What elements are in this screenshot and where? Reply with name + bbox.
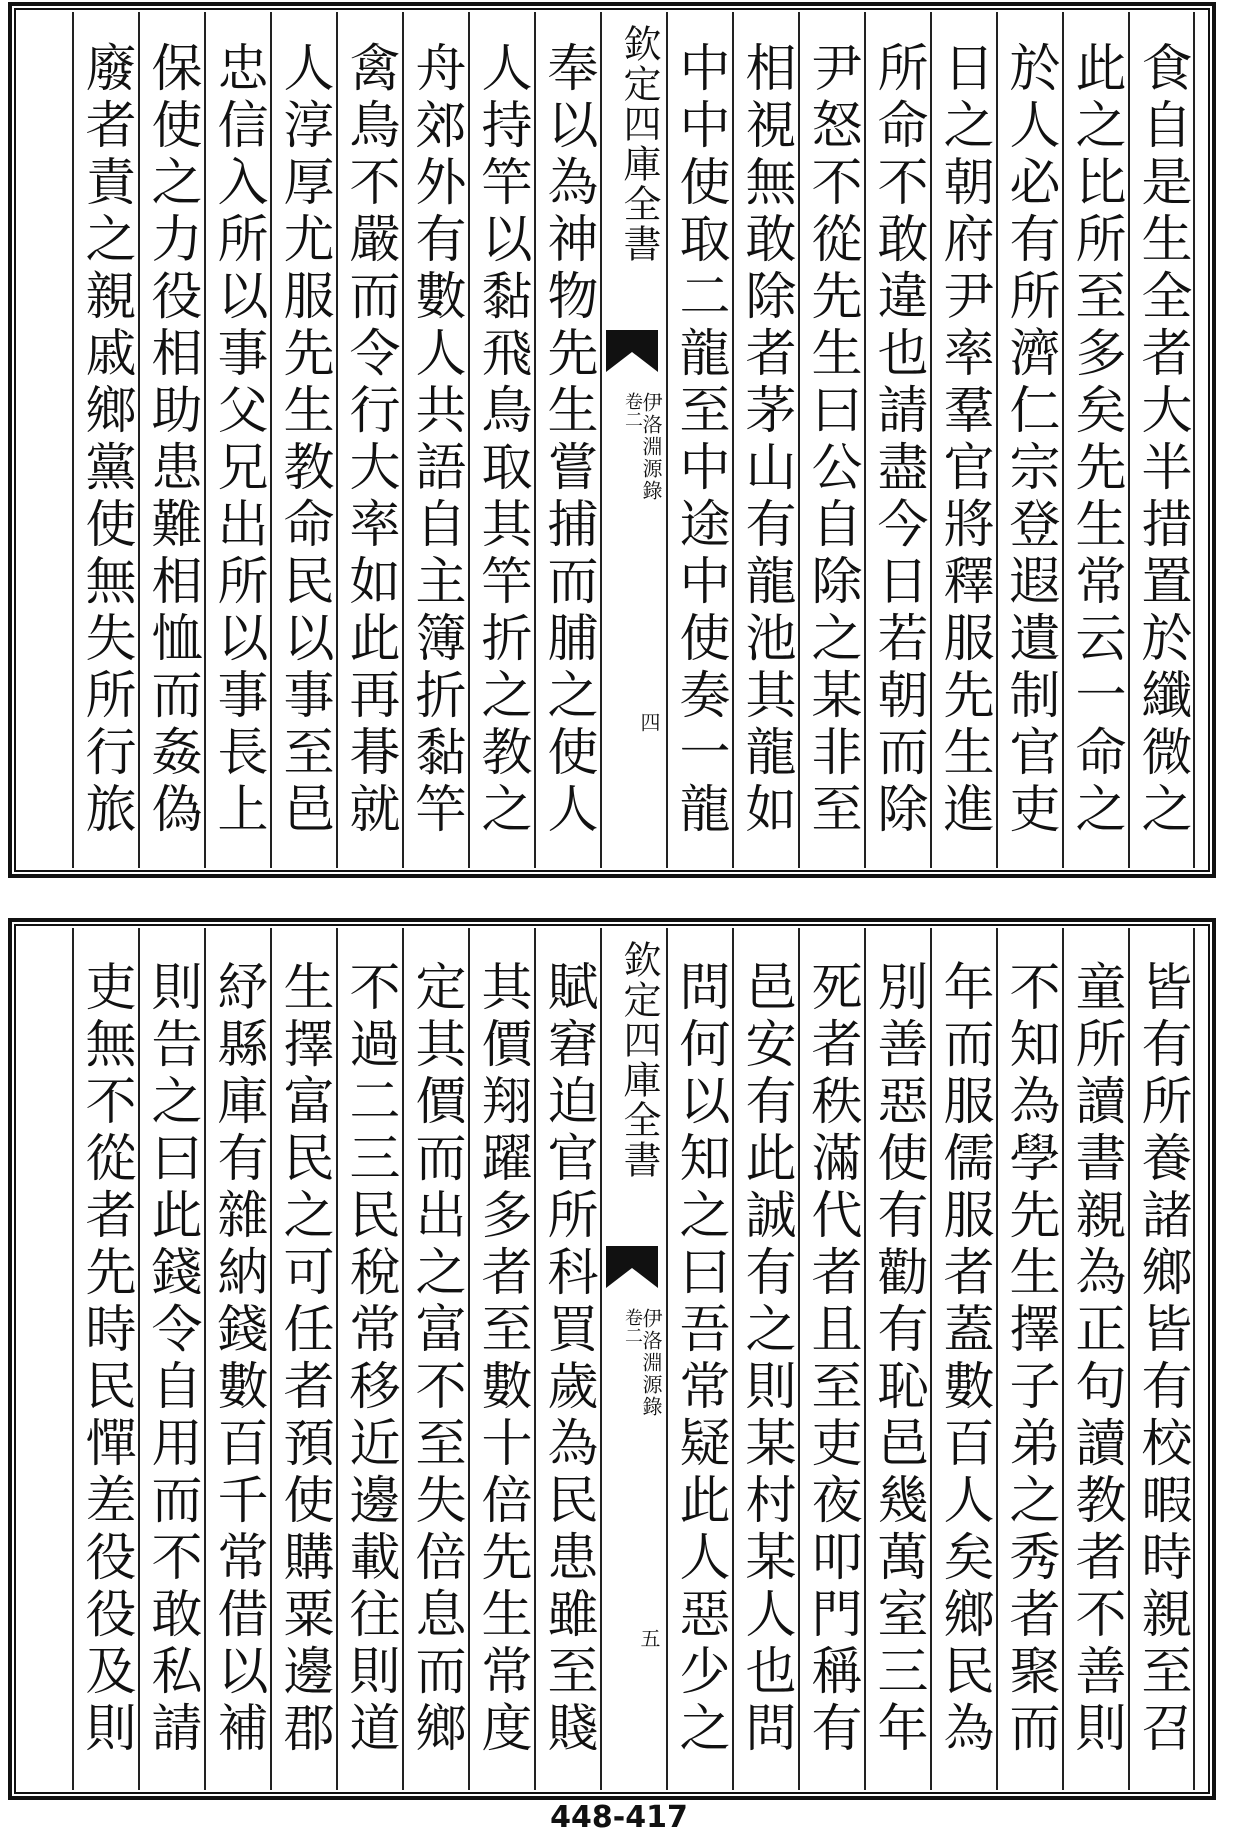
top-page-columns	[22, 12, 1202, 868]
band-book-title: 欽定四庫全書	[617, 940, 661, 1180]
center-band	[600, 12, 664, 868]
column-rule	[138, 928, 140, 1790]
column-rule	[336, 12, 338, 868]
column-rule	[534, 12, 536, 868]
text-column: 奉以為神物先生嘗捕而脯之使人	[538, 41, 597, 839]
column-rule	[402, 928, 404, 1790]
column-rule	[1193, 12, 1195, 868]
text-column: 死者秩滿代者且至吏夜叩門稱有	[802, 960, 861, 1758]
band-volume: 卷二	[622, 1308, 643, 1344]
column-rule	[204, 12, 206, 868]
text-column: 邑安有此誠有之則某村某人也問	[736, 960, 795, 1758]
text-column: 定其價而出之富不至失倍息而鄉	[406, 960, 465, 1758]
column-rule	[468, 12, 470, 868]
column-rule	[600, 928, 602, 1790]
fish-tail-icon	[606, 330, 658, 380]
text-column: 年而服儒服者蓋數百人矣鄉民為	[934, 960, 993, 1758]
band-leaf-number: 四	[637, 712, 661, 732]
text-column: 禽鳥不嚴而令行大率如此再朞就	[340, 41, 399, 839]
column-rule	[732, 928, 734, 1790]
text-column: 不過二三民稅常移近邊載往則道	[340, 960, 399, 1758]
center-band	[600, 928, 664, 1790]
column-rule	[864, 12, 866, 868]
band-subtitle: 伊洛淵源錄	[639, 1308, 663, 1418]
column-rule	[666, 12, 668, 868]
band-subtitle: 伊洛淵源錄	[639, 392, 663, 502]
column-rule	[138, 12, 140, 868]
page-number: 448-417	[550, 1800, 688, 1835]
text-column: 其價翔躍多者至數十倍先生常度	[472, 960, 531, 1758]
text-column: 則告之曰此錢令自用而不敢私請	[142, 960, 201, 1758]
text-column: 所命不敢違也請盡今日若朝而除	[868, 41, 927, 839]
column-rule	[864, 928, 866, 1790]
text-column: 廢者責之親戚鄉黨使無失所行旅	[76, 41, 135, 839]
column-rule	[72, 12, 74, 868]
column-rule	[798, 12, 800, 868]
text-column: 皆有所養諸鄉皆有校暇時親至召	[1132, 960, 1191, 1758]
column-rule	[930, 928, 932, 1790]
bottom-page	[8, 918, 1216, 1800]
text-column: 日之朝府尹率羣官將釋服先生進	[934, 41, 993, 839]
text-column: 不知為學先生擇子弟之秀者聚而	[1000, 960, 1059, 1758]
column-rule	[1193, 928, 1195, 1790]
column-rule	[600, 12, 602, 868]
column-rule	[534, 928, 536, 1790]
column-rule	[1128, 12, 1130, 868]
text-column: 舟郊外有數人共語自主簿折黏竿	[406, 41, 465, 839]
band-leaf-number: 五	[637, 1628, 661, 1648]
top-page	[8, 2, 1216, 878]
column-rule	[732, 12, 734, 868]
column-rule	[1128, 928, 1130, 1790]
column-rule	[336, 928, 338, 1790]
column-rule	[996, 928, 998, 1790]
band-book-title: 欽定四庫全書	[617, 24, 661, 264]
text-column: 童所讀書親為正句讀教者不善則	[1066, 960, 1125, 1758]
column-rule	[930, 12, 932, 868]
column-rule	[204, 928, 206, 1790]
text-column: 吏無不從者先時民憚差役役及則	[76, 960, 135, 1758]
column-rule	[996, 12, 998, 868]
fish-tail-icon	[606, 1246, 658, 1296]
text-column: 此之比所至多矣先生常云一命之	[1066, 41, 1125, 839]
text-column: 相視無敢除者茅山有龍池其龍如	[736, 41, 795, 839]
text-column: 賦窘迫官所科買歲為民患雖至賤	[538, 960, 597, 1758]
text-column: 於人必有所濟仁宗登遐遺制官吏	[1000, 41, 1059, 839]
text-column: 食自是生全者大半措置於纖微之	[1132, 41, 1191, 839]
text-column: 生擇富民之可任者預使購粟邊郡	[274, 960, 333, 1758]
column-rule	[666, 928, 668, 1790]
text-column: 忠信入所以事父兄出所以事長上	[208, 41, 267, 839]
bottom-page-columns	[22, 928, 1202, 1790]
text-column: 紓縣庫有雜納錢數百千常借以補	[208, 960, 267, 1758]
text-column: 中中使取二龍至中途中使奏一龍	[670, 41, 729, 839]
column-rule	[1062, 12, 1064, 868]
text-column: 尹怒不從先生曰公自除之某非至	[802, 41, 861, 839]
text-column: 保使之力役相助患難相恤而姦偽	[142, 41, 201, 839]
text-column: 人持竿以黏飛鳥取其竿折之教之	[472, 41, 531, 839]
text-column: 別善惡使有勸有恥邑幾萬室三年	[868, 960, 927, 1758]
column-rule	[468, 928, 470, 1790]
band-volume: 卷二	[622, 392, 643, 428]
column-rule	[270, 928, 272, 1790]
text-column: 人淳厚尤服先生教命民以事至邑	[274, 41, 333, 839]
column-rule	[1062, 928, 1064, 1790]
column-rule	[72, 928, 74, 1790]
column-rule	[798, 928, 800, 1790]
column-rule	[402, 12, 404, 868]
column-rule	[270, 12, 272, 868]
text-column: 問何以知之曰吾常疑此人惡少之	[670, 960, 729, 1758]
